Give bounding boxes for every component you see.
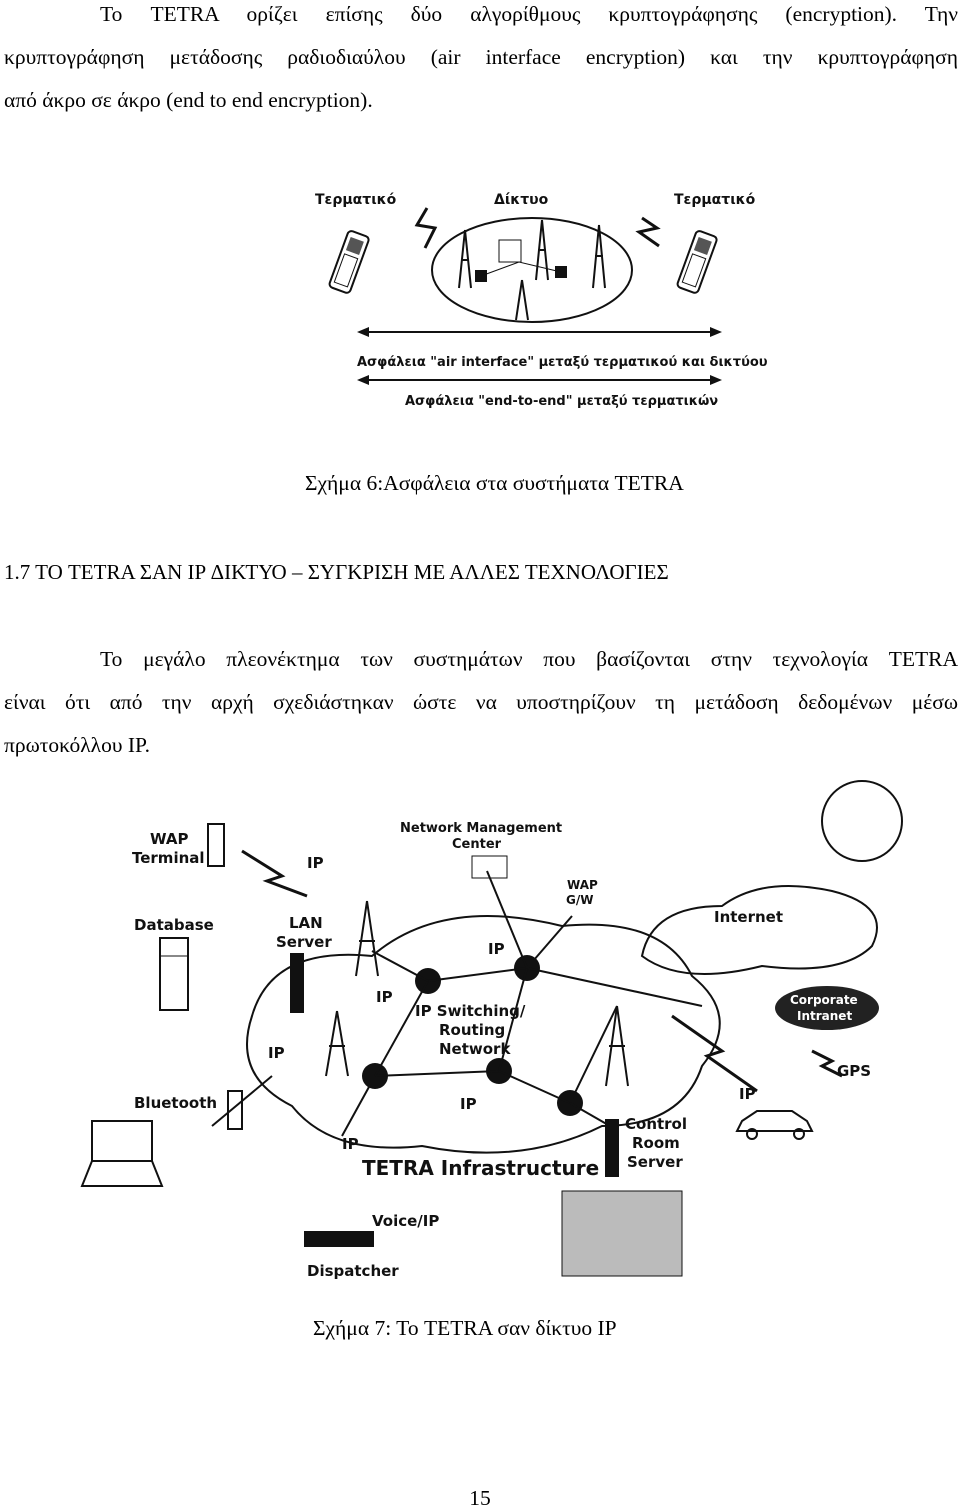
svg-text:IP: IP xyxy=(342,1135,359,1153)
dispatcher-label: Dispatcher xyxy=(307,1262,399,1280)
svg-text:IP Switching/RoutingNetwork: IP Switching/ Routing Network xyxy=(415,1002,526,1058)
intro-line-3: από άκρο σε άκρο (end to end encryption). xyxy=(4,88,373,112)
lan-server-icon xyxy=(290,953,304,1013)
section-line-3: πρωτοκόλλου IP. xyxy=(4,733,150,757)
radio-link-left-icon xyxy=(417,208,435,248)
svg-text:WAPG/W: WAP G/W xyxy=(566,878,598,907)
tetra-infrastructure-label: TETRA Infrastructure xyxy=(362,1156,600,1180)
section-line-1: Το μεγάλο πλεονέκτημα των συστημάτων που βασίζονται στην τεχνολογία TETRA xyxy=(100,647,958,671)
laptop-icon xyxy=(82,1121,162,1186)
database-label: Database xyxy=(134,916,214,934)
globe-icon xyxy=(822,781,902,861)
wap-terminal-icon xyxy=(208,824,224,866)
svg-text:Network ManagementCenter: Network Management Center xyxy=(400,821,563,852)
network-label: Δίκτυο xyxy=(494,192,549,208)
gps-label: GPS xyxy=(837,1062,872,1080)
svg-text:IP: IP xyxy=(739,1085,756,1103)
svg-text:IP: IP xyxy=(460,1095,477,1113)
svg-text:IP: IP xyxy=(307,854,324,872)
end-to-end-label: Ασφάλεια "end-to-end" μεταξύ τερματικών xyxy=(405,394,719,409)
air-interface-label: Ασφάλεια "air interface" μεταξύ τερματικού και δικτύου xyxy=(357,355,768,370)
car-radio-icon xyxy=(672,1016,757,1091)
intro-line-1: Το TETRA ορίζει επίσης δύο αλγορίθμους κρυπτογράφησης (encryption). Την xyxy=(100,2,958,26)
intro-line-2: κρυπτογράφηση μετάδοσης ραδιοδιαύλου (air interface encryption) και την κρυπτογράφηση xyxy=(4,45,958,69)
page-number: 15 xyxy=(469,1486,491,1510)
svg-text:CorporateIntranet: Corporate Intranet xyxy=(790,993,858,1023)
phone-left-icon xyxy=(328,230,369,294)
car-icon xyxy=(737,1111,812,1139)
bluetooth-label: Bluetooth xyxy=(134,1094,218,1112)
radio-link-right-icon xyxy=(639,218,659,246)
svg-text:IP: IP xyxy=(376,988,393,1006)
section-heading: 1.7 ΤΟ TETRA ΣΑΝ IP ΔΙΚΤΥΟ – ΣΥΓΚΡΙΣΗ ΜΕ ΑΛΛΕΣ ΤΕΧΝΟΛΟΓΙΕΣ xyxy=(4,560,669,584)
internet-label: Internet xyxy=(714,908,784,926)
tower-icons xyxy=(326,901,628,1086)
figure-7-caption: Σχήμα 7: Το TETRA σαν δίκτυο IP xyxy=(313,1316,617,1340)
terminal-right-label: Τερματικό xyxy=(674,192,756,208)
figure-7-diagram xyxy=(42,776,920,1300)
database-icon xyxy=(160,938,188,1010)
control-room-server-icon xyxy=(605,1119,619,1177)
svg-text:ControlRoomServer: Control Room Server xyxy=(625,1115,688,1171)
svg-text:IP: IP xyxy=(268,1044,285,1062)
figure-7-tetra-ip xyxy=(42,776,920,1300)
dispatcher-console-icon xyxy=(304,1231,374,1247)
wap-radio-icon xyxy=(242,851,307,896)
switch-box-1 xyxy=(499,240,521,262)
terminal-left-label: Τερματικό xyxy=(315,192,397,208)
map-image xyxy=(562,1191,682,1276)
section-line-2: είναι ότι από την αρχή σχεδιάστηκαν ώστε να υποστηρίζουν τη μετάδοση δεδομένων μέσω xyxy=(4,690,958,714)
svg-text:LANServer: LAN Server xyxy=(276,914,332,951)
figure-6-diagram xyxy=(287,170,770,415)
phone-right-icon xyxy=(676,230,717,294)
network-ellipse xyxy=(432,218,632,322)
voice-ip-label: Voice/IP xyxy=(372,1212,440,1230)
svg-text:IP: IP xyxy=(488,940,505,958)
internet-cloud xyxy=(642,886,877,974)
svg-text:WAPTerminal: WAP Terminal xyxy=(132,830,205,867)
figure-6-security xyxy=(287,170,770,415)
figure-6-caption: Σχήμα 6:Ασφάλεια στα συστήματα TETRA xyxy=(305,471,684,495)
